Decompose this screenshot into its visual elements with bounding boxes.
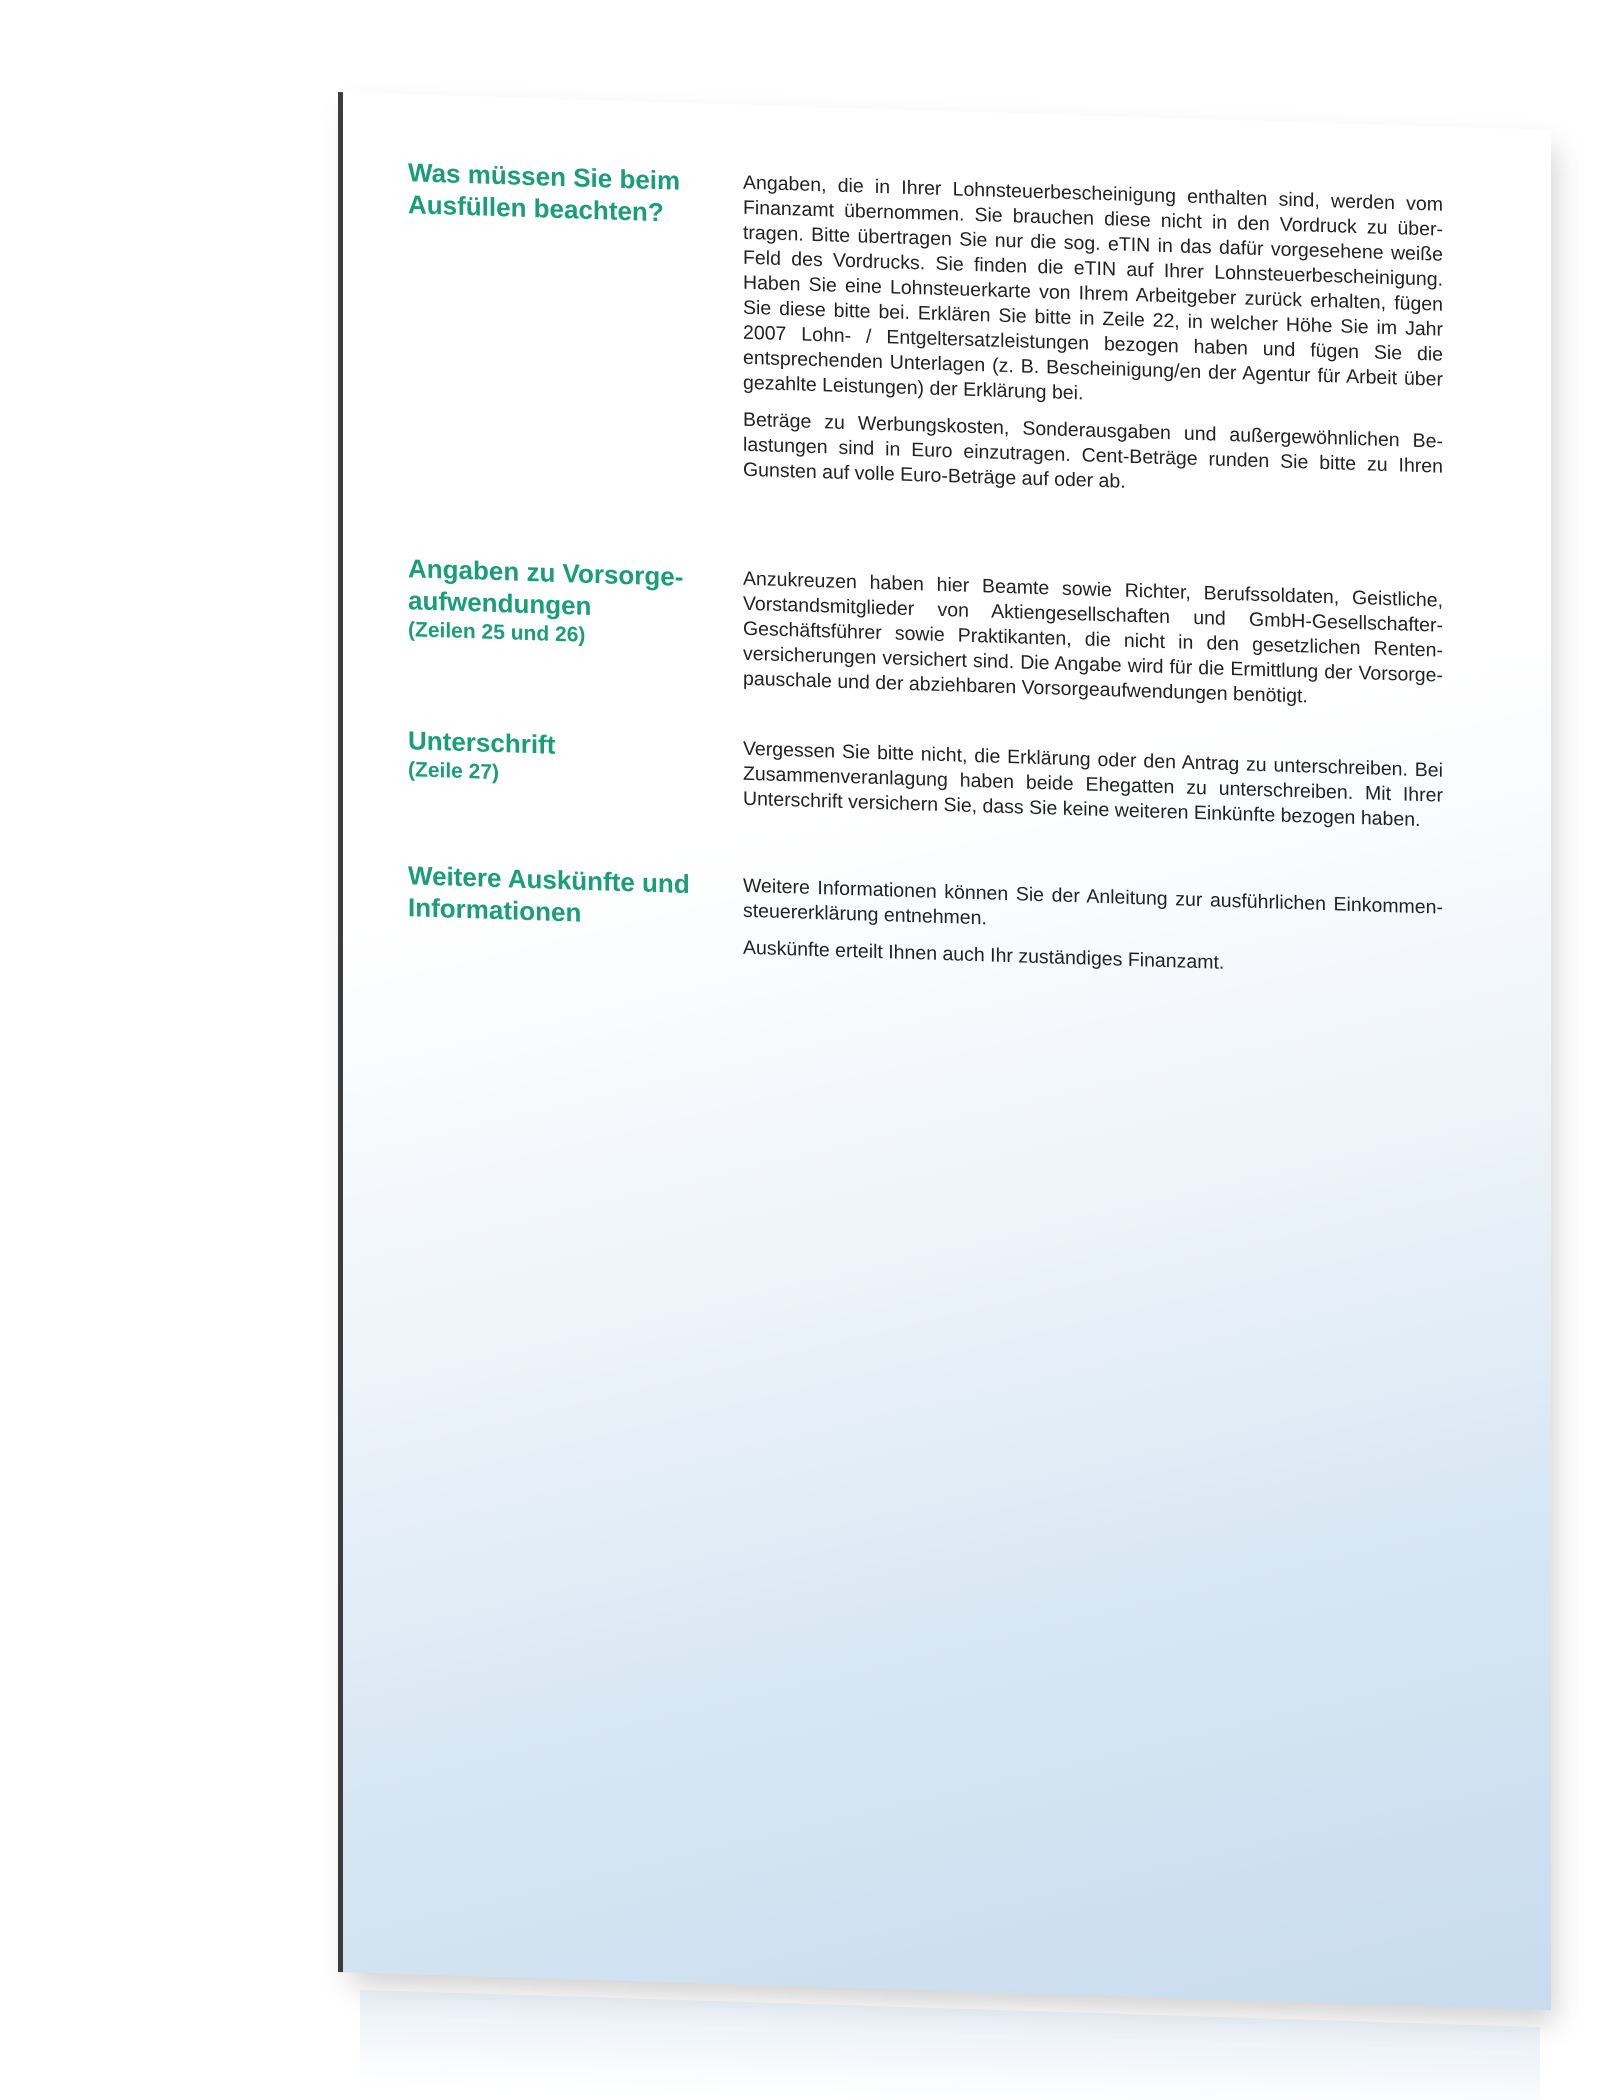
section-body bbox=[743, 737, 1443, 846]
section-ausfuellen bbox=[343, 154, 1551, 493]
document-page bbox=[338, 92, 1551, 2010]
paragraph: Auskünfte erteilt Ihnen auch Ihr zuständiges Finanzamt. bbox=[743, 936, 1225, 974]
section-body bbox=[743, 171, 1443, 517]
section-subheading: (Zeile 27) bbox=[408, 758, 500, 785]
section-heading bbox=[408, 156, 698, 229]
section-body bbox=[743, 874, 1443, 995]
section-heading-text: Unterschrift bbox=[408, 725, 556, 760]
section-weitere-auskuenfte bbox=[343, 857, 1551, 974]
section-heading-text: Weitere Auskünfte und Informationen bbox=[408, 860, 690, 928]
section-subheading: (Zeilen 25 und 26) bbox=[408, 618, 586, 647]
paragraph: Beträge zu Werbungskosten, Sonderausgaben und außergewöhnlichen Belastungen sind in Euro einzutragen. Cent-Beträge runden Sie bitte zu Ihren Gunsten auf volle Euro-Beträge auf oder ab. bbox=[743, 408, 1443, 493]
section-unterschrift bbox=[343, 722, 1551, 832]
paragraph: Vergessen Sie bitte nicht, die Erklärung oder den Antrag zu unterschreiben. Bei Zusammenveranlagung haben beide Ehegatten zu unterschreiben. Mit Ihrer Unterschrift versichern Sie, dass Sie keine weiteren Einkünfte bezogen haben. bbox=[743, 737, 1443, 832]
section-heading bbox=[408, 859, 698, 932]
section-heading bbox=[408, 552, 698, 653]
paragraph: Anzukreuzen haben hier Beamte sowie Richter, Berufssoldaten, Geistliche, Vorstandsmitglieder von Aktiengesellschaften und GmbH-Gesellschafter-Geschäftsführer sowie Praktikanten, die nicht in den gesetzlichen Rentenversicherungen versichert sind. Die Angabe wird für die Ermittlung der Vorsorgepauschale und der abziehbaren Vorsorgeaufwendungen benötigt. bbox=[743, 567, 1443, 708]
section-body bbox=[743, 567, 1443, 726]
paragraph: Angaben, die in Ihrer Lohnsteuerbescheinigung enthalten sind, werden vom Finanzamt übernommen. Sie brauchen diese nicht in den Vordruck zu übertragen. Bitte übertragen Sie nur die sog. eTIN in das dafür vorgesehene weiße Feld des Vordrucks. Sie finden die eTIN auf Ihrer Lohnsteuerbescheinigung. Haben Sie eine Lohnsteuerkarte von Ihrem Arbeitgeber zurück erhalten, fügen Sie diese bitte bei. Erklären Sie bitte in Zeile 22, in welcher Höhe Sie im Jahr 2007 Lohn- / Entgeltersatzleistungen bezogen haben und fügen Sie die entsprechenden Unterlagen (z. B. Bescheinigung/en der Agentur für Arbeit über gezahlte Leistungen) der Erklärung bei. bbox=[743, 171, 1443, 405]
section-vorsorgeaufwendungen bbox=[343, 550, 1551, 708]
section-heading-text: Was müssen Sie beim Ausfüllen beachten? bbox=[408, 157, 681, 228]
paragraph: Weitere Informationen können Sie der Anleitung zur ausführlichen Einkommensteuererklärung entnehmen. bbox=[743, 874, 1443, 930]
section-heading bbox=[408, 724, 698, 793]
section-heading-text: Angaben zu Vorsorgeaufwendungen bbox=[408, 553, 684, 621]
